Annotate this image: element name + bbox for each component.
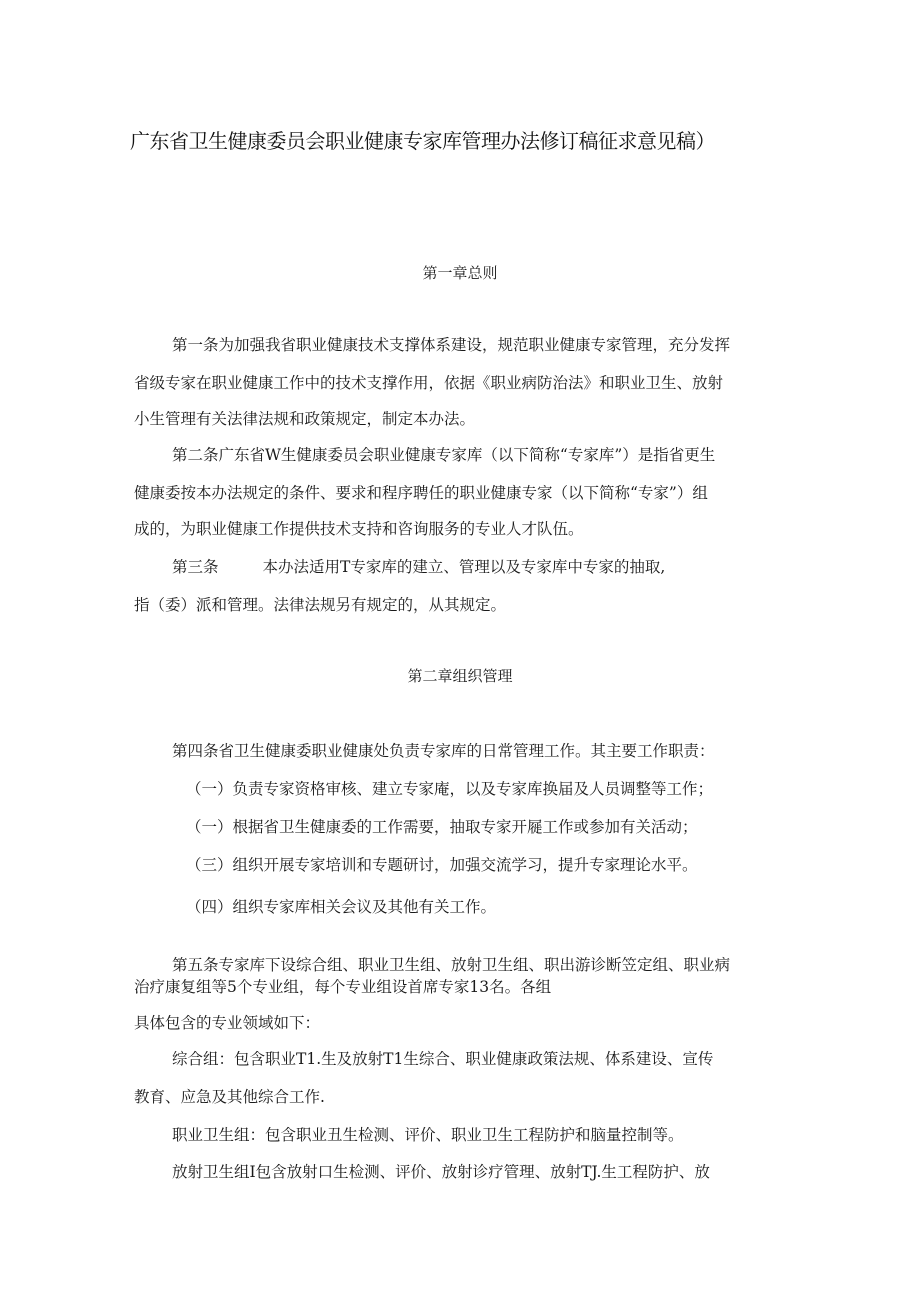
- article-4-intro: 第四条省卫生健康委职业健康处负责专家库的日常管理工作。其主要工作职责：: [172, 742, 715, 760]
- article-2-line-1: 第二条广东省W生健康委员会职业健康专家库（以下简称“专家库”）是指省更生: [172, 446, 716, 464]
- article-1-line-3: 小生管理有关法律法规和政策规定，制定本办法。: [134, 410, 476, 428]
- article-1-line-1: 第一条为加强我省职业健康技术支撑体系建设，规范职业健康专家管理，充分发挥: [172, 336, 731, 354]
- group-occupational-health-line-1: 职业卫生组：包含职业丑生检测、评价、职业卫生工程防护和脑量控制等。: [172, 1126, 684, 1144]
- group-comprehensive-line-2: 教育、应急及其他综合工作.: [134, 1088, 325, 1106]
- article-4-item-2: （一）根据省卫生健康委的工作需要，抽取专家开屣工作或参加有关活动；: [186, 818, 698, 836]
- chapter-1-heading: 第一章总则: [422, 264, 498, 282]
- article-1-line-2: 省级专家在职业健康工作中的技术支撑作用，依据《职业病防治法》和职业卫生、放射: [134, 374, 724, 392]
- article-3-line-1: [172, 555, 665, 577]
- article-4-item-3: （三）组织开展专家培训和专题研讨，加强交流学习，提升专家理论水平。: [186, 856, 698, 874]
- article-3-label: 第三条: [172, 558, 219, 576]
- article-2-line-3: 成的，为职业健康工作提供技术支持和咨询服务的专业人才队伍。: [134, 520, 584, 538]
- article-5-line-1: 第五条专家库下设综合组、职业卫生组、放射卫生组、职出游诊断笠定组、职业病: [172, 956, 731, 974]
- article-2-line-2: 健康委按本办法规定的条件、要求和程序聘任的职业健康专家（以下简称“专家”）组: [134, 484, 708, 502]
- article-5-line-3: 具体包含的专业领域如下：: [134, 1014, 321, 1032]
- document-title: 广东省卫生健康委员会职业健康专家库管理办法修订稿征求意见稿）: [130, 129, 715, 153]
- group-radiation-health-line-1: 放射卫生组I包含放射口生检测、评价、放射诊疗管理、放射TJ.生工程防护、放: [172, 1163, 710, 1181]
- article-4-item-1: （一）负责专家资格审核、建立专家庵，以及专家库换届及人员调整等工作；: [186, 780, 714, 798]
- chapter-2-heading: 第二章组织管理: [407, 667, 513, 685]
- article-4-item-4: （四）组织专家库相关会议及其他有关工作。: [186, 898, 497, 916]
- article-5-line-2: 治疗康复组等5个专业组，每个专业组设首席专家13名。各组: [134, 978, 552, 996]
- article-3-line-2: 指（委）派和管理。法律法规另有规定的，从其规定。: [134, 596, 507, 614]
- article-3-text: 本办法适用T专家库的建立、管理以及专家库中专家的抽取,: [262, 558, 666, 576]
- group-comprehensive-line-1: 综合组：包含职业T1.生及放射T1生综合、职业健康政策法规、体系建设、宣传: [172, 1050, 714, 1068]
